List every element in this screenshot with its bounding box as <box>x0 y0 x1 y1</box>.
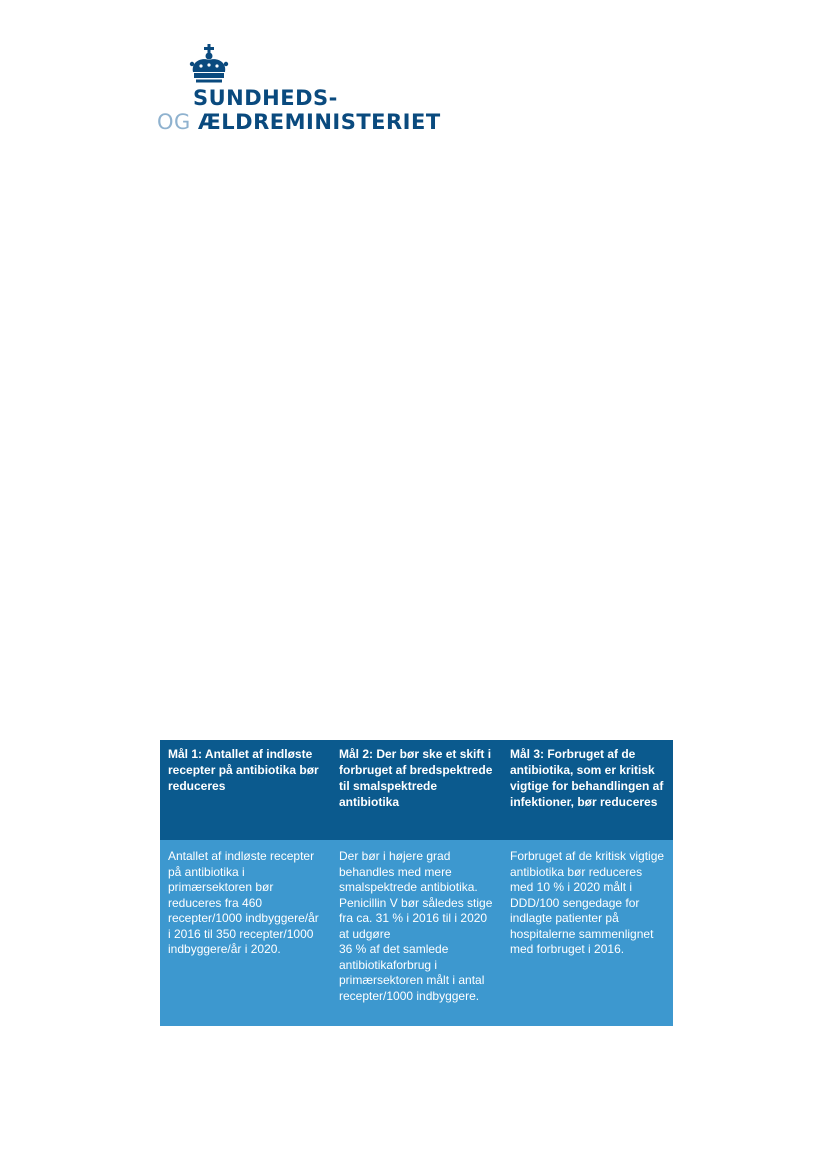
goals-table <box>160 740 673 1026</box>
goal-1-body: Antallet af indløste recepter på antibiotika i primærsektoren bør reduceres fra 460 recepter/1000 indbyggere/år i 2016 til 350 recepter/1000 indbyggere/år i 2020. <box>160 840 331 1026</box>
ministry-logo <box>157 44 441 136</box>
crown-icon <box>187 44 231 86</box>
goal-3-heading: Mål 3: Forbruget af de antibiotika, som er kritisk vigtige for behandlingen af infektioner, bør reduceres <box>502 740 673 840</box>
goal-2-body: Der bør i højere grad behandles med mere smalspektrede antibiotika. Penicillin V bør således stige fra ca. 31 % i 2016 til i 2020 at udgøre 36 % af det samlede antibiotikaforbrug i primærsektoren målt i antal recepter/1000 indbyggere. <box>331 840 502 1026</box>
goal-2-heading: Mål 2: Der bør ske et skift i forbruget af bredspektrede til smalspektrede antibiotika <box>331 740 502 840</box>
logo-text-line1: SUNDHEDS- <box>193 86 338 110</box>
logo-text-prefix: OG <box>157 110 191 134</box>
logo-text-main: ÆLDREMINISTERIET <box>198 110 441 134</box>
goal-1-heading: Mål 1: Antallet af indløste recepter på antibiotika bør reduceres <box>160 740 331 840</box>
logo-text-line2 <box>157 112 441 133</box>
goal-3-body: Forbruget af de kritisk vigtige antibiotika bør reduceres med 10 % i 2020 målt i DDD/100 sengedage for indlagte patienter på hospitalerne sammenlignet med forbruget i 2016. <box>502 840 673 1026</box>
